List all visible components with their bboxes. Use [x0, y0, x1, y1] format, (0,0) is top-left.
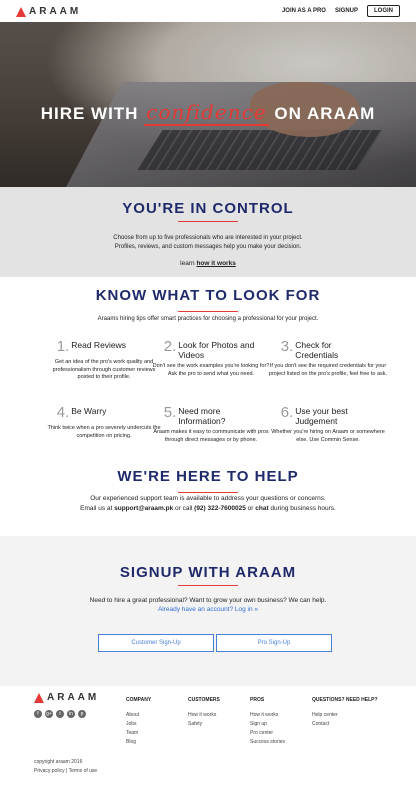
footer-link[interactable]: Success stories	[250, 739, 286, 745]
araam-logo[interactable]	[16, 6, 81, 17]
tip-card-4: 4. Be Warry Think twice when a pro severely undercuts the competition on pricing.	[47, 404, 161, 439]
join-as-pro-link[interactable]: JOIN AS A PRO	[281, 8, 326, 14]
title-divider	[178, 221, 238, 222]
social-icons	[34, 710, 86, 718]
login-button[interactable]: LOGIN	[367, 5, 400, 17]
footer-link[interactable]: About	[126, 712, 140, 718]
google-plus-icon[interactable]: g+	[46, 711, 52, 717]
login-link[interactable]: Already have an account? Log in »	[157, 606, 259, 613]
privacy-policy-link[interactable]: Privacy policy	[34, 768, 65, 774]
footer-link[interactable]: How it works	[250, 712, 279, 718]
help-line-1: Our experienced support team is available to address your questions or concerns.	[90, 495, 326, 502]
title-divider	[178, 585, 238, 586]
control-line-2: Profiles, reviews, and custom messages help you make your decision.	[114, 244, 302, 250]
linkedin-icon[interactable]: in	[67, 710, 75, 718]
title-divider	[178, 311, 238, 312]
footer-link[interactable]: Blog	[126, 739, 137, 745]
footer-link[interactable]: Help center	[312, 712, 338, 718]
control-section	[0, 187, 416, 277]
tip-card-6: 6. Use your best Judgement Whether you're hiring on Araam or somewhere else. Use Commin Sense.	[271, 404, 385, 443]
footer-questions: QUESTIONS? NEED HELP? Help center Contact	[312, 697, 378, 727]
know-subtitle: Araams hiring tips offer smart practices for choosing a professional for your project.	[97, 316, 319, 322]
help-title: WE'RE HERE TO HELP	[117, 468, 299, 485]
footer-link[interactable]: Team	[126, 730, 139, 736]
top-nav	[0, 0, 416, 22]
terms-of-use-link[interactable]: Terms of use	[68, 768, 98, 774]
tip-card-2: 2. Look for Photos and Videos Don't see the work examples you're looking for? Ask the pro to send what you need.	[152, 338, 270, 377]
support-email-link[interactable]: support@araam.pk	[114, 505, 174, 512]
know-title: KNOW WHAT TO LOOK FOR	[95, 287, 321, 304]
signup-title: SIGNUP WITH ARAAM	[119, 564, 297, 581]
support-phone: (92) 322-7600025	[194, 505, 246, 512]
footer-link[interactable]: Pro center	[250, 730, 274, 736]
signup-link[interactable]: SIGNUP	[334, 8, 358, 14]
hero-banner	[0, 22, 416, 187]
hero-title: HIRE WITH confidence ON ARAAM	[40, 100, 376, 124]
footer-customers: CUSTOMERS How it works Safety	[188, 697, 220, 727]
footer	[0, 686, 416, 791]
tip-card-3: 3. Check for Credentials If you don't see the required credentials for your project listed on the pro's profile, feel free to ask.	[268, 338, 388, 377]
signup-section	[0, 536, 416, 686]
logo-triangle-icon	[16, 7, 26, 17]
copyright-text: copyright araam 2016	[34, 759, 83, 765]
tip-card-1: 1. Read Reviews Get an idea of the pro's work quality and professionalism through customer reviews posted to their profile.	[52, 338, 156, 380]
footer-link[interactable]: How it works	[188, 712, 217, 718]
facebook-icon[interactable]: f	[34, 710, 42, 718]
pro-signup-button[interactable]: Pro Sign-Up	[216, 634, 332, 652]
customer-signup-button[interactable]: Customer Sign-Up	[98, 634, 214, 652]
help-line-2: Email us at support@araam.pk or call (92) 322-7600025 or chat during business hours.	[80, 505, 336, 512]
learn-text: learn how it works	[180, 260, 236, 267]
logo-triangle-icon	[34, 693, 44, 703]
footer-pros: PROS How it works Sign up Pro center Success stories	[250, 697, 286, 745]
signup-line-1: Need to hire a great professional? Want to grow your own business? We can help.	[89, 597, 327, 604]
footer-company: COMPANY About Jobs Team Blog	[126, 697, 152, 745]
control-line-1: Choose from up to five professionals who are interested in your project.	[113, 235, 303, 241]
nav-links	[282, 5, 400, 17]
pinterest-icon[interactable]: p	[78, 710, 86, 718]
footer-link[interactable]: Jobs	[126, 721, 137, 727]
twitter-icon[interactable]: t	[56, 710, 64, 718]
footer-legal: copyright araam 2016 Privacy policy | Terms of use	[34, 759, 98, 774]
how-it-works-link[interactable]: how it works	[196, 260, 236, 267]
hero-highlight: confidence	[146, 100, 267, 124]
footer-link[interactable]: Sign up	[250, 721, 267, 727]
brand-name: ARAAM	[29, 6, 82, 17]
chat-link[interactable]: chat	[255, 505, 269, 512]
footer-logo[interactable]: ARAAM	[34, 692, 99, 703]
control-title: YOU'RE IN CONTROL	[122, 200, 294, 217]
footer-link[interactable]: Safety	[188, 721, 203, 727]
tip-card-5: 5. Need more Information? Araam makes it easy to communicate with pros through direct messages or by phone.	[153, 404, 269, 443]
footer-link[interactable]: Contact	[312, 721, 330, 727]
title-divider	[178, 492, 238, 493]
